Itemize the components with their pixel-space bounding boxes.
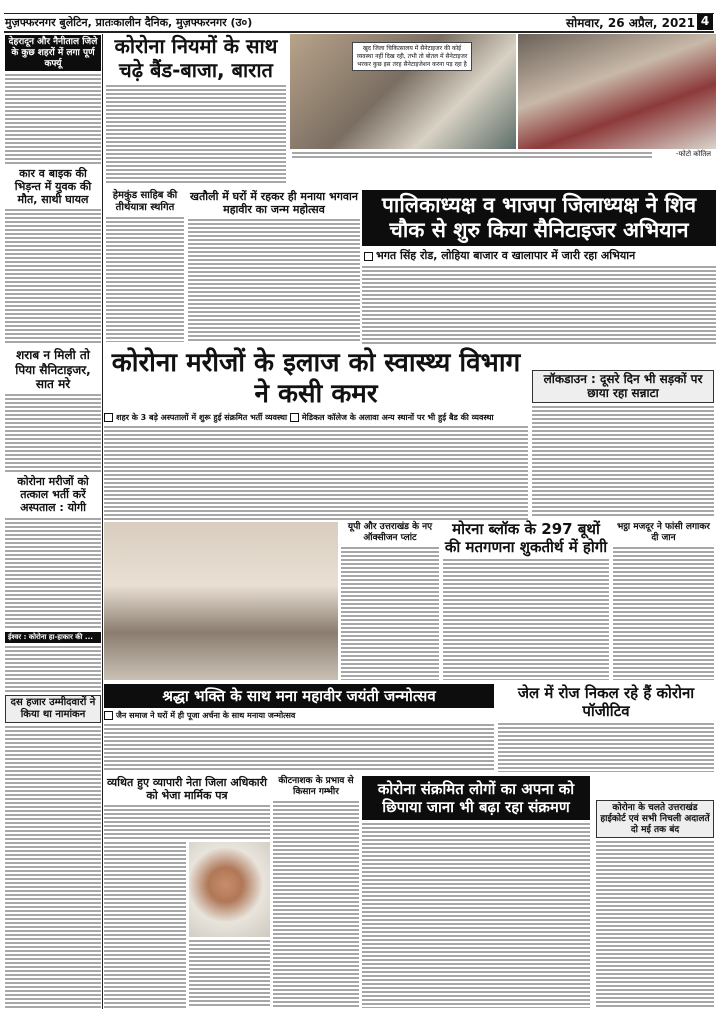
subhead-health	[104, 413, 528, 423]
headline-vyapari: व्यथित हुए व्यापारी नेता जिला अधिकारी को भेजा मार्मिक पत्र	[106, 776, 267, 803]
story-khatauli	[188, 190, 360, 342]
story-oxygen	[341, 522, 439, 680]
photo-street-sanitizer	[518, 34, 716, 149]
headline-sharab: शराब न मिली तो पिया सैनिटाइजर, सात मरे	[15, 348, 91, 392]
subhead-text: भगत सिंह रोड, लोहिया बाजार व खालापार में जारी रहा अभियान	[376, 249, 636, 263]
headline-bhatta: भट्ठा मजदूर ने फांसी लगाकर दी जान	[617, 522, 710, 543]
body-text	[341, 547, 439, 680]
left-column	[5, 35, 101, 1008]
body-text	[443, 559, 609, 680]
body-text	[106, 217, 184, 342]
checkbox-bullet-icon	[104, 413, 113, 422]
story-health	[104, 348, 528, 520]
story-hemkund	[106, 190, 184, 342]
photo-trader-leader	[189, 842, 271, 937]
photo-caption-text	[292, 152, 652, 158]
story-mahavir	[104, 684, 494, 772]
body-text	[5, 518, 101, 630]
story-keetnashak	[273, 776, 359, 1008]
body-text	[188, 219, 360, 342]
headline-yogi: कोरोना मरीजों को तत्काल भर्ती करें अस्पताल : योगी	[17, 475, 89, 515]
body-text	[5, 646, 101, 693]
headline-sankraman: कोरोना संक्रमित लोगों का अपना को छिपाया जाना भी बढ़ा रहा संक्रमण	[362, 776, 590, 820]
body-text	[5, 209, 101, 345]
body-text	[104, 842, 186, 1008]
body-text	[613, 547, 714, 680]
story-highcourt	[596, 800, 714, 1008]
headline-baraat: कोरोना नियमों के साथ चढ़े बैंड-बाजा, बारात	[114, 34, 278, 82]
body-text	[104, 805, 270, 838]
vyapari-lower	[104, 842, 270, 1008]
story-baraat	[106, 34, 286, 184]
page-number: 4	[697, 14, 713, 30]
story-sanitizer	[362, 190, 716, 345]
body-text	[498, 723, 714, 772]
column-rule	[102, 34, 103, 1009]
headline-candidates: दस हजार उम्मीदवारों ने किया था नामांकन	[5, 695, 101, 723]
subhead-text: जैन समाज ने घरों में ही पूजा अर्चना के साथ मनाया जन्मोत्सव	[116, 711, 296, 720]
headline-health: कोरोना मरीजों के इलाज को स्वास्थ्य विभाग ने कसी कमर	[111, 348, 521, 410]
photo-officials	[104, 522, 338, 680]
checkbox-bullet-icon	[364, 252, 373, 261]
subhead-mahavir	[104, 711, 494, 721]
headline-keetnashak: कीटनाशक के प्रभाव से किसान गम्भीर	[278, 776, 354, 797]
masthead-date: सोमवार, 26 अप्रैल, 2021	[566, 16, 695, 30]
body-text	[104, 724, 494, 772]
story-lockdown	[532, 370, 714, 518]
vyapari-photo-column	[189, 842, 271, 1008]
checkbox-bullet-icon	[104, 711, 113, 720]
headline-curfew: देहरादून और नैनीताल जिले के कुछ शहरों में लगा पूर्ण कर्फ्यू	[5, 35, 101, 71]
body-text	[532, 406, 714, 518]
masthead-paper: मुज़फ्फरनगर बुलेटिन, प्रातःकालीन दैनिक, मुज़फ्फरनगर (उ०)	[5, 16, 253, 29]
body-text	[5, 726, 101, 1008]
body-text	[596, 841, 714, 1008]
headline-highcourt: कोरोना के चलते उत्तराखंड हाईकोर्ट एवं सभी निचली अदालतें दो मई तक बंद	[596, 800, 714, 838]
headline-lockdown: लॉकडाउन : दूसरे दिन भी सड़कों पर छाया रहा सन्नाटा	[532, 370, 714, 403]
body-text	[273, 801, 359, 1008]
story-vyapari	[104, 776, 270, 1008]
headline-hemkund: हेमकुंड साहिब की तीर्थयात्रा स्थगित	[112, 190, 178, 213]
body-text	[5, 74, 101, 163]
masthead-rule	[4, 31, 714, 33]
headline-car-bike: कार व बाइक की भिड़न्त में युवक की मौत, साथी घायल	[14, 166, 92, 207]
body-text	[106, 85, 286, 184]
story-bhatta	[613, 522, 714, 680]
body-text	[5, 394, 101, 472]
photo-caption-box: खुद जिला चिकित्सालय में सैनेटाइजर की कोई व्यवस्था नहीं दिख रही, तभी तो बोतल में सैनेटाइजर भरकर कुछ इस तरह सैनेटाइजेशन करना पड़ रहा है	[352, 42, 472, 71]
checkbox-bullet-icon	[290, 413, 299, 422]
headline-khatauli: खतौली में घरों में रहकर ही मनाया भगवान महावीर का जन्म महोत्सव	[190, 190, 358, 217]
story-sankraman	[362, 776, 590, 1008]
photo-credit: -फोटो कोतिल	[675, 150, 711, 158]
headline-jail: जेल में रोज निकल रहे हैं कोरोना पॉजीटिव	[517, 684, 695, 720]
headline-morna: मोरना ब्लॉक के 297 बूथों की मतगणना शुकतीर्थ में होगी	[444, 520, 608, 556]
headline-oxygen: यूपी और उत्तराखंड के नए ऑक्सीजन प्लांट	[347, 522, 433, 543]
photo-hospital-sanitizer	[290, 34, 516, 149]
body-text	[104, 426, 528, 520]
headline-mahavir: श्रद्धा भक्ति के साथ मना महावीर जयंती जन्मोत्सव	[104, 684, 494, 708]
subhead-sanitizer	[362, 249, 716, 263]
subhead-text-1: शहर के 3 बड़े अस्पतालों में शुरू हुई संक्रमित भर्ती व्यवस्था	[116, 413, 288, 423]
subhead-text-2: मेडिकल कॉलेज के अलावा अन्य स्थानों पर भी हुई बैड की व्यवस्था	[301, 413, 494, 423]
headline-sanitizer: पालिकाध्यक्ष व भाजपा जिलाध्यक्ष ने शिव चौक से शुरु किया सैनिटाइजर अभियान	[362, 190, 716, 246]
story-jail	[498, 684, 714, 772]
story-morna	[443, 520, 609, 680]
body-text	[362, 823, 590, 1008]
body-text	[362, 266, 716, 345]
bar-note: ईश्वर : कोरोना हा-हाकार की ...	[5, 632, 101, 642]
body-text	[189, 940, 271, 1008]
